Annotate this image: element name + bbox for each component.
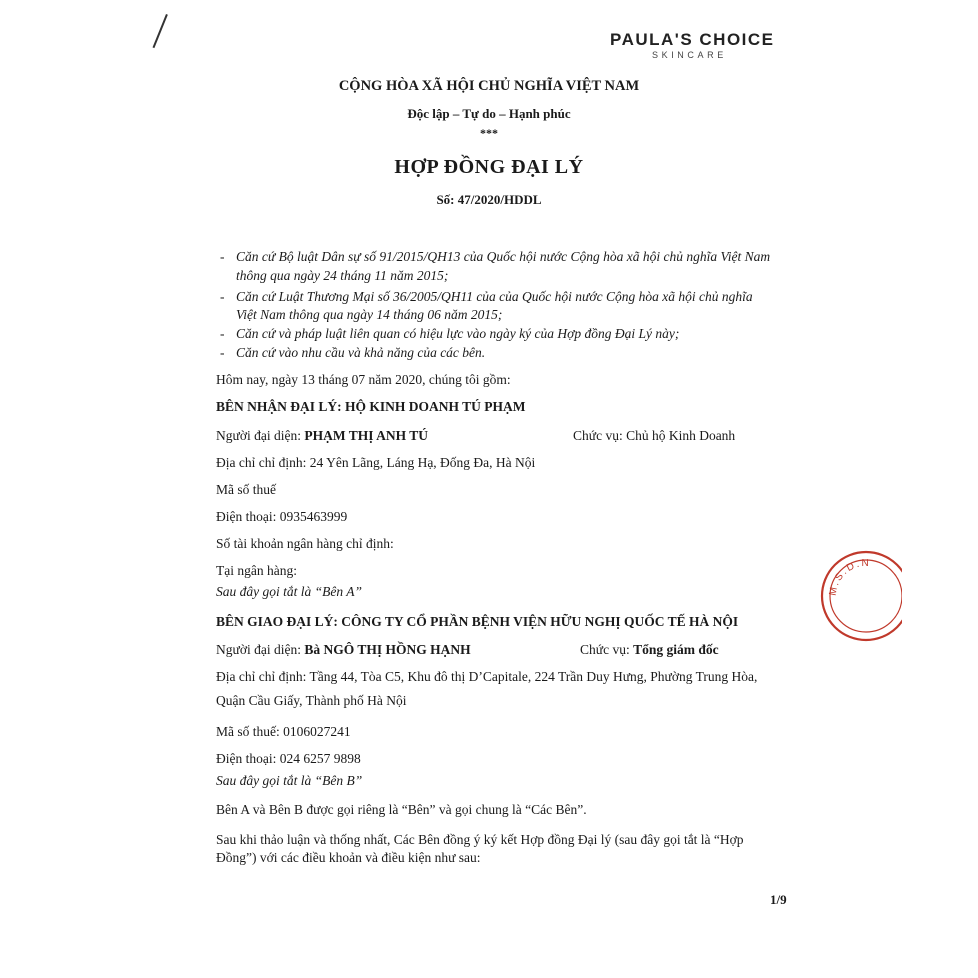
party-a-heading: BÊN NHẬN ĐẠI LÝ: HỘ KINH DOANH TÚ PHẠM <box>216 399 526 414</box>
party-b-tax: Mã số thuế: 0106027241 <box>216 724 351 739</box>
basis-text: Căn cứ Luật Thương Mại số 36/2005/QH11 của của Quốc hội nước Cộng hòa xã hội chủ nghĩa <box>236 289 753 304</box>
party-a-alias: Sau đây gọi tắt là “Bên A” <box>216 584 363 599</box>
party-b-address: Địa chỉ chỉ định: Tầng 44, Tòa C5, Khu đô thị D’Capitale, 224 Trần Duy Hưng, Phường Trung Hòa, <box>216 669 758 684</box>
motto: Độc lập – Tự do – Hạnh phúc <box>407 106 571 121</box>
nation-heading: CỘNG HÒA XÃ HỘI CHỦ NGHĨA VIỆT NAM <box>338 78 640 94</box>
basis-text: Căn cứ Bộ luật Dân sự số 91/2015/QH13 của Quốc hội nước Cộng hòa xã hội chủ nghĩa Việt Nam <box>236 249 771 264</box>
representative-name: PHẠM THỊ ANH TÚ <box>304 428 428 443</box>
party-a-bank: Tại ngân hàng: <box>216 563 297 578</box>
agreement-clause-cont: Đồng”) với các điều khoản và điều kiện như sau: <box>216 850 481 865</box>
party-b-heading: BÊN GIAO ĐẠI LÝ: CÔNG TY CỔ PHẦN BỆNH VIỆN HỮU NGHỊ QUỐC TẾ HÀ NỘI <box>216 614 739 629</box>
basis-text: Căn cứ và pháp luật liên quan có hiệu lực vào ngày ký của Hợp đồng Đại Lý này; <box>236 326 680 341</box>
intro-text: Hôm nay, ngày 13 tháng 07 năm 2020, chúng tôi gồm: <box>216 372 511 387</box>
basis-item-4: - Căn cứ vào nhu cầu và khả năng của các bên. <box>220 345 486 360</box>
naming-clause: Bên A và Bên B được gọi riêng là “Bên” và gọi chung là “Các Bên”. <box>216 802 587 817</box>
basis-item-1-cont: thông qua ngày 24 tháng 11 năm 2015; <box>236 268 449 283</box>
party-a-account: Số tài khoản ngân hàng chỉ định: <box>216 536 394 551</box>
document-title: HỢP ĐỒNG ĐẠI LÝ <box>394 156 584 178</box>
company-stamp-icon <box>806 548 902 644</box>
representative-name: Bà NGÔ THỊ HỒNG HẠNH <box>304 642 471 657</box>
party-b-position <box>580 642 719 658</box>
basis-item-3: - Căn cứ và pháp luật liên quan có hiệu lực vào ngày ký của Hợp đồng Đại Lý này; <box>220 326 680 341</box>
stamp-text: M.S.D.N <box>827 557 871 597</box>
party-b-representative <box>216 642 471 658</box>
label: Người đại diện: <box>216 428 305 443</box>
label: Người đại diện: <box>216 642 305 657</box>
pen-mark <box>153 14 168 48</box>
basis-text: Căn cứ vào nhu cầu và khả năng của các bên. <box>236 345 486 360</box>
party-b-address-cont: Quận Cầu Giấy, Thành phố Hà Nội <box>216 693 407 708</box>
party-a-address: Địa chỉ chỉ định: 24 Yên Lãng, Láng Hạ, Đống Đa, Hà Nội <box>216 455 536 470</box>
page-number: 1/9 <box>770 892 787 907</box>
brand-logo: PAULA'S CHOICE <box>610 30 775 49</box>
contract-number: Số: 47/2020/HDDL <box>436 192 542 207</box>
brand-logo-sub: SKINCARE <box>652 50 727 60</box>
party-a-phone: Điện thoại: 0935463999 <box>216 509 348 524</box>
basis-item-2: - Căn cứ Luật Thương Mại số 36/2005/QH11 của của Quốc hội nước Cộng hòa xã hội chủ nghĩa <box>220 289 753 304</box>
party-a-position: Chức vụ: Chủ hộ Kinh Doanh <box>573 428 736 443</box>
party-b-phone: Điện thoại: 024 6257 9898 <box>216 751 361 766</box>
basis-item-1: - Căn cứ Bộ luật Dân sự số 91/2015/QH13 của Quốc hội nước Cộng hòa xã hội chủ nghĩa Việt Nam <box>220 249 771 264</box>
position-value: Tổng giám đốc <box>633 642 719 657</box>
basis-item-2-cont: Việt Nam thông qua ngày 14 tháng 06 năm 2015; <box>236 307 503 322</box>
party-a-tax: Mã số thuế <box>216 482 276 497</box>
party-a-representative <box>216 428 428 444</box>
party-b-alias: Sau đây gọi tắt là “Bên B” <box>216 773 363 788</box>
agreement-clause: Sau khi thảo luận và thống nhất, Các Bên đồng ý ký kết Hợp đồng Đại lý (sau đây gọi tắt là “Hợp <box>216 832 744 847</box>
svg-text:M.S.D.N <box>828 558 871 596</box>
label: Chức vụ: <box>580 642 634 657</box>
stars-divider: *** <box>480 126 498 140</box>
